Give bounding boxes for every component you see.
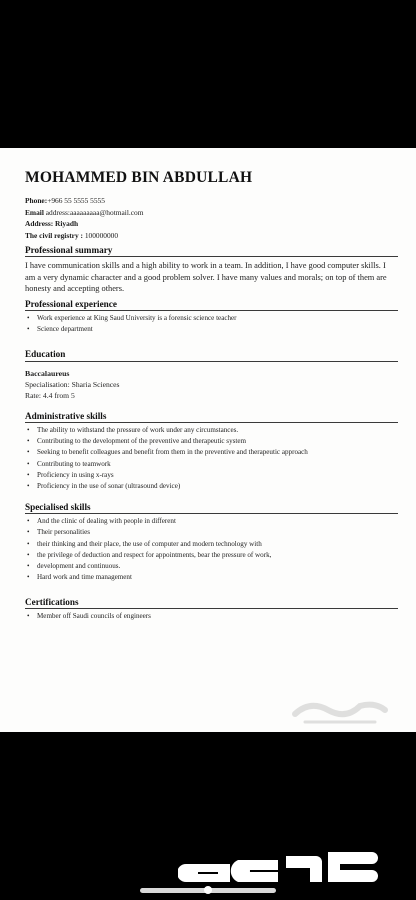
education-body (25, 368, 398, 401)
education-rate: Rate: 4.4 from 5 (25, 391, 75, 400)
summary-text: I have communication skills and a high ability to work in a team. In addition, I have good computer skills. I am a very dynamic character and a good problem solver. I have many values and morals; on top of them are honesty and accepting others. (25, 261, 387, 294)
list-item: • Contributing to the development of the preventive and therapeutic system (25, 436, 398, 447)
certifications-title: Certifications (25, 597, 398, 609)
experience-title: Professional experience (25, 299, 398, 311)
special-skills-title: Specialised skills (25, 502, 398, 514)
admin-skills-title: Administrative skills (25, 411, 398, 423)
list-item: • Proficiency in using x-rays (25, 470, 398, 481)
list-item: • And the clinic of dealing with people in different (25, 516, 398, 527)
education-degree: Baccalaureus (25, 369, 70, 378)
list-item: • Their personalities (25, 527, 398, 538)
summary-title: Professional summary (25, 245, 398, 257)
registry-line: The civil registry : 100000000 (25, 230, 119, 240)
certifications-list (25, 611, 398, 622)
address-line: Address: Riyadh (25, 219, 79, 229)
experience-list (25, 313, 398, 335)
home-indicator[interactable] (140, 888, 276, 893)
contact-block (25, 195, 398, 241)
education-title: Education (25, 349, 398, 362)
list-item: • Proficiency in the use of sonar (ultrasound device) (25, 481, 398, 492)
list-item: • Work experience at King Saud University is a forensic science teacher (25, 313, 398, 324)
resume-page (0, 148, 416, 732)
list-item: • Member off Saudi councils of engineers (25, 611, 398, 622)
email-line: Email address:aaaaaaaaa@hotmail.com (25, 207, 144, 217)
list-item: • Contributing to teamwork (25, 459, 398, 470)
list-item: • Hard work and time management (25, 572, 398, 583)
list-item: • development and continuous. (25, 561, 398, 572)
resume-name: MOHAMMED BIN ABDULLAH (25, 169, 253, 186)
admin-skills-list (25, 425, 398, 492)
list-item: • Science department (25, 324, 398, 335)
special-skills-list (25, 516, 398, 583)
list-item: • The ability to withstand the pressure of work under any circumstances. (25, 425, 398, 436)
watermark-icon (290, 688, 390, 728)
phone-line: Phone:+966 55 5555 5555 (25, 196, 105, 205)
list-item: • their thinking and their place, the use of computer and modern technology with (25, 539, 398, 550)
education-specialization: Specialisation: Sharia Sciences (25, 380, 120, 389)
list-item: • Seeking to benefit colleagues and benefit from them in the preventive and therapeutic approach (25, 447, 398, 458)
list-item: • the privilege of deduction and respect for appointments, bear the pressure of work, (25, 550, 398, 561)
